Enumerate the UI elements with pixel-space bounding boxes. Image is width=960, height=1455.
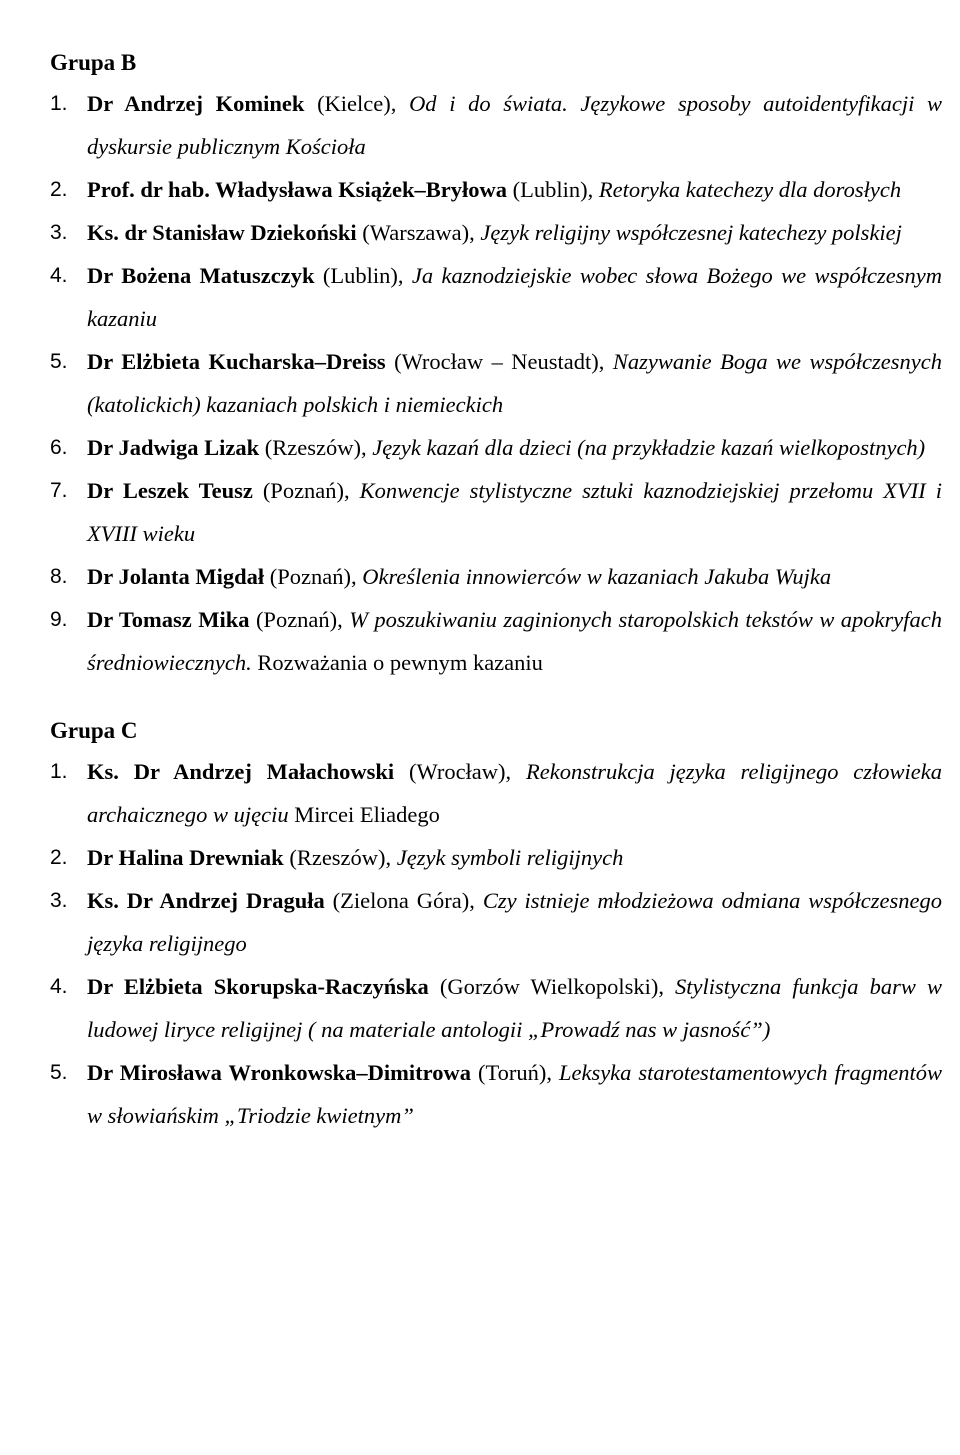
talk-title: Ja kaznodziejskie wobec słowa Bożego we współczesnym kazaniu bbox=[87, 263, 942, 331]
author-name: Dr Elżbieta Skorupska-Raczyńska bbox=[87, 974, 429, 999]
author-name: Dr Jadwiga Lizak bbox=[87, 435, 260, 460]
group-c bbox=[50, 716, 942, 1137]
talk-title: Konwencje stylistyczne sztuki kaznodziejskiej przełomu XVII i XVIII wieku bbox=[87, 478, 943, 546]
list-item bbox=[50, 426, 942, 469]
list-item bbox=[50, 555, 942, 598]
author-name: Ks. Dr Andrzej Draguła bbox=[87, 888, 325, 913]
affiliation: (Kielce), bbox=[304, 91, 410, 116]
affiliation: (Lublin), bbox=[507, 177, 599, 202]
list-item bbox=[50, 836, 942, 879]
affiliation: (Poznań), bbox=[264, 564, 363, 589]
item-number: 7. bbox=[50, 479, 68, 502]
list-item bbox=[50, 750, 942, 836]
list-item bbox=[50, 879, 942, 965]
talk-title: Język religijny współczesnej katechezy polskiej bbox=[480, 220, 902, 245]
affiliation: (Lublin), bbox=[314, 263, 412, 288]
affiliation: (Gorzów Wielkopolski), bbox=[428, 974, 676, 999]
affiliation: (Toruń), bbox=[470, 1060, 559, 1085]
item-number: 2. bbox=[50, 178, 68, 201]
title-tail: Rozważania o pewnym kazaniu bbox=[251, 650, 543, 675]
talk-title: Retoryka katechezy dla dorosłych bbox=[598, 177, 902, 202]
list-item bbox=[50, 82, 942, 168]
list-item bbox=[50, 211, 942, 254]
list-item bbox=[50, 1051, 942, 1137]
affiliation: (Rzeszów), bbox=[283, 845, 397, 870]
group-heading: Grupa B bbox=[50, 50, 137, 75]
talk-title: Język symboli religijnych bbox=[396, 845, 624, 870]
item-number: 3. bbox=[50, 889, 68, 912]
item-number: 4. bbox=[50, 264, 68, 287]
list-item bbox=[50, 168, 942, 211]
author-name: Ks. Dr Andrzej Małachowski bbox=[87, 759, 395, 784]
presentation-list bbox=[50, 750, 942, 1137]
affiliation: (Zielona Góra), bbox=[324, 888, 483, 913]
item-number: 1. bbox=[50, 92, 68, 115]
list-item bbox=[50, 598, 942, 684]
author-name: Dr Leszek Teusz bbox=[87, 478, 253, 503]
talk-title: Stylistyczna funkcja barw w ludowej liryce religijnej ( na materiale antologii „Prowadź nas w jasność”) bbox=[87, 974, 942, 1042]
item-number: 1. bbox=[50, 760, 68, 783]
talk-title: Leksyka starotestamentowych fragmentów w słowiańskim „Triodzie kwietnym” bbox=[87, 1060, 943, 1128]
affiliation: (Wrocław – Neustadt), bbox=[385, 349, 613, 374]
list-item bbox=[50, 340, 942, 426]
item-number: 5. bbox=[50, 1061, 68, 1084]
author-name: Ks. dr Stanisław Dziekoński bbox=[87, 220, 357, 245]
author-name: Dr Elżbieta Kucharska–Dreiss bbox=[87, 349, 386, 374]
presentation-list bbox=[50, 82, 942, 684]
item-number: 5. bbox=[50, 350, 68, 373]
list-item bbox=[50, 469, 942, 555]
item-number: 8. bbox=[50, 565, 68, 588]
list-item bbox=[50, 965, 942, 1051]
talk-title: Od i do świata. Językowe sposoby autoidentyfikacji w dyskursie publicznym Kościoła bbox=[87, 91, 942, 159]
talk-title: Nazywanie Boga we współczesnych (katolickich) kazaniach polskich i niemieckich bbox=[87, 349, 942, 417]
affiliation: (Rzeszów), bbox=[259, 435, 373, 460]
author-name: Dr Andrzej Kominek bbox=[87, 91, 305, 116]
item-number: 2. bbox=[50, 846, 68, 869]
talk-title: Określenia innowierców w kazaniach Jakuba Wujka bbox=[362, 564, 832, 589]
author-name: Dr Halina Drewniak bbox=[87, 845, 284, 870]
item-number: 4. bbox=[50, 975, 68, 998]
group-b bbox=[50, 48, 942, 684]
author-name: Dr Jolanta Migdał bbox=[87, 564, 265, 589]
author-name: Dr Tomasz Mika bbox=[87, 607, 250, 632]
affiliation: (Poznań), bbox=[252, 478, 360, 503]
item-number: 6. bbox=[50, 436, 68, 459]
talk-title: Czy istnieje młodzieżowa odmiana współczesnego języka religijnego bbox=[87, 888, 943, 956]
item-number: 9. bbox=[50, 608, 68, 631]
author-name: Dr Bożena Matuszczyk bbox=[87, 263, 315, 288]
affiliation: (Warszawa), bbox=[356, 220, 481, 245]
affiliation: (Poznań), bbox=[249, 607, 350, 632]
item-number: 3. bbox=[50, 221, 68, 244]
affiliation: (Wrocław), bbox=[394, 759, 526, 784]
author-name: Dr Mirosława Wronkowska–Dimitrowa bbox=[87, 1060, 471, 1085]
group-heading: Grupa C bbox=[50, 718, 138, 743]
list-item bbox=[50, 254, 942, 340]
title-tail: Mircei Eliadego bbox=[288, 802, 440, 827]
talk-title: W poszukiwaniu zaginionych staropolskich tekstów w apokryfach średniowiecznych. bbox=[87, 607, 942, 675]
talk-title: Rekonstrukcja języka religijnego człowieka archaicznego w ujęciu bbox=[87, 759, 942, 827]
author-name: Prof. dr hab. Władysława Książek–Bryłowa bbox=[87, 177, 508, 202]
talk-title: Język kazań dla dzieci (na przykładzie kazań wielkopostnych) bbox=[372, 435, 926, 460]
